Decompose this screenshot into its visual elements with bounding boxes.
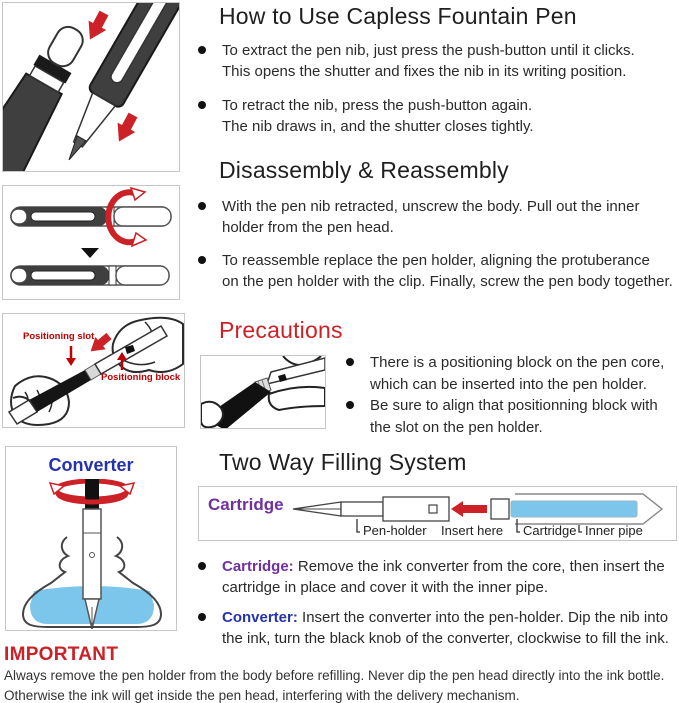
bullet-line: the slot on the pen holder. [370, 419, 543, 436]
bullet-line [222, 607, 669, 628]
core-insert-illustration-panel [200, 355, 326, 429]
down-triangle-icon [81, 248, 99, 258]
disassembly-illustration [3, 186, 179, 299]
bullet-line: To reassemble replace the pen holder, aligning the protuberance [222, 252, 650, 269]
cartridge-neck [491, 499, 509, 519]
converter-illustration-panel [5, 446, 177, 631]
converter-lead: Converter: [222, 609, 298, 626]
bullet-line: This opens the shutter and fixes the nib in its writing position. [222, 63, 627, 80]
bullet-dot-icon [198, 46, 206, 54]
bullet-line: There is a positioning block on the pen core, [370, 354, 665, 371]
precautions-bullet-1 [346, 352, 664, 396]
bullet-line: the ink, turn the black knob of the converter, clockwise to fill the ink. [222, 630, 669, 647]
pen-core-part [267, 358, 325, 384]
bullet-dot-icon [346, 401, 354, 409]
retract-arrow-icon [110, 110, 142, 146]
bullet-line [222, 556, 665, 577]
press-button-illustration [3, 3, 179, 171]
callout-line [579, 525, 582, 532]
bullet-line: To extract the pen nib, just press the push-button until it clicks. [222, 42, 635, 59]
bullet-dot-icon [198, 562, 206, 570]
disassembly-bullet-2 [198, 250, 673, 292]
disassembly-title: Disassembly & Reassembly [219, 157, 509, 183]
precautions-title: Precautions [219, 317, 343, 343]
cartridge-lead: Cartridge: [222, 558, 294, 575]
disassembly-bullet-1 [198, 196, 639, 238]
howto-bullet-2 [198, 95, 534, 137]
bullet-line: Be sure to align that positionning block with [370, 397, 658, 414]
bullet-line: To retract the nib, press the push-button again. [222, 97, 533, 114]
important-line-2: Otherwise the ink will get inside the pen head, interfering with the delivery mechanism. [4, 688, 520, 703]
pen-with-push-button [3, 15, 101, 172]
converter-illustration [6, 479, 176, 629]
pen-separated [11, 266, 169, 285]
diagram-cartridge-label: Cartridge [208, 495, 284, 514]
filling-title: Two Way Filling System [219, 449, 467, 475]
thumb [201, 402, 223, 428]
callout-line [357, 519, 360, 532]
press-button-illustration-panel [2, 2, 180, 172]
important-title: IMPORTANT [4, 644, 119, 665]
pen-holder-barrel [383, 497, 449, 521]
press-arrow-icon [81, 8, 113, 44]
bullet-dot-icon [198, 202, 206, 210]
converter-panel-label: Converter [48, 455, 134, 475]
bullet-line: The nib draws in, and the shutter closes tightly. [222, 118, 534, 135]
core-insert-illustration [201, 356, 325, 428]
howto-title: How to Use Capless Fountain Pen [219, 3, 577, 29]
slot-pointer-arrow-icon [66, 346, 76, 366]
bullet-line: on the pen holder with the clip. Finally, screw the pen body together. [222, 273, 673, 290]
important-line-1: Always remove the pen holder from the body before refilling. Never dip the pen head directly into the ink bottle. [4, 668, 665, 683]
bullet-dot-icon [346, 358, 354, 366]
bullet-dot-icon [198, 613, 206, 621]
positioning-slot-label: Positioning slot [23, 331, 95, 342]
bullet-line: With the pen nib retracted, unscrew the body. Pull out the inner [222, 198, 640, 215]
cartridge-body [511, 501, 637, 517]
converter-bullet [198, 607, 669, 649]
pen-unscrewing [11, 207, 171, 226]
bullet-line: cartridge in place and cover it with the inner pipe. [222, 579, 549, 596]
cartridge-bullet [198, 556, 665, 598]
bullet-text: Insert the converter into the pen-holder. Dip the nib into [302, 609, 669, 626]
holder-slot-hole [429, 505, 437, 513]
callout-cartridge: Cartridge [523, 523, 577, 538]
callout-inner-pipe: Inner pipe [585, 523, 643, 538]
callout-line [517, 519, 520, 532]
bullet-text: Remove the ink converter from the core, then insert the [297, 558, 665, 575]
bullet-dot-icon [198, 256, 206, 264]
insert-arrow-icon [451, 501, 487, 517]
cartridge-diagram-panel [198, 486, 677, 541]
callout-pen-holder: Pen-holder [363, 523, 427, 538]
bullet-line: holder from the pen head. [222, 219, 394, 236]
positioning-illustration-panel [2, 313, 185, 428]
precautions-bullet-2 [346, 395, 658, 439]
disassembly-illustration-panel [2, 185, 180, 300]
bullet-dot-icon [198, 101, 206, 109]
bullet-line: which can be inserted into the pen holder. [370, 376, 647, 393]
index-finger [269, 387, 325, 410]
positioning-block-label: Positioning block [101, 372, 181, 383]
howto-bullet-1 [198, 40, 635, 82]
callout-insert-here: Insert here [441, 523, 504, 538]
